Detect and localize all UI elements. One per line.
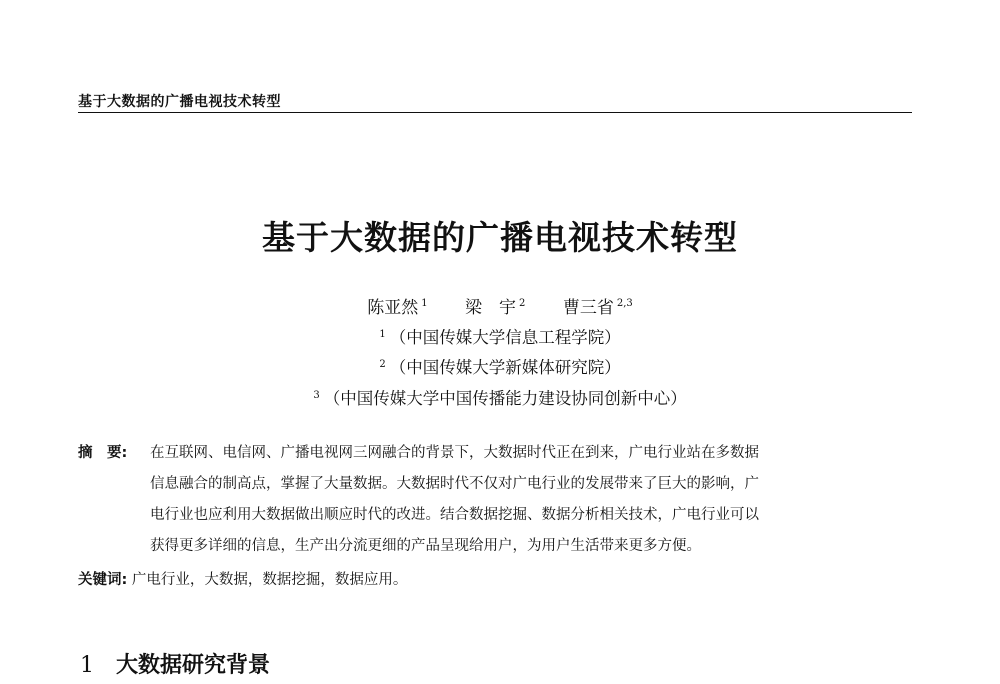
author-name: 曹三省 <box>562 298 614 318</box>
author-affiliation-mark: 2 <box>519 298 526 310</box>
affiliation-text: （中国传媒大学信息工程学院） <box>389 328 621 347</box>
section-number: 1 <box>80 653 94 678</box>
running-header: 基于大数据的广播电视技术转型 <box>78 94 281 110</box>
section-heading <box>80 648 270 679</box>
affiliation-1 <box>0 324 1000 348</box>
keywords <box>78 568 407 589</box>
abstract-line <box>78 536 912 567</box>
abstract-text: 在互联网、电信网、广播电视网三网融合的背景下，大数据时代正在到来，广电行业站在多数据 <box>150 445 759 461</box>
abstract-text: 信息融合的制高点，掌握了大量数据。大数据时代不仅对广电行业的发展带来了巨大的影响，广 <box>150 476 759 492</box>
abstract-label: 摘 要: <box>78 445 128 461</box>
author-1 <box>367 293 427 318</box>
author-affiliation-mark: 2,3 <box>616 298 633 310</box>
author-affiliation-mark: 1 <box>421 298 428 310</box>
affiliation-mark: 2 <box>379 358 386 370</box>
affiliation-mark: 3 <box>313 389 320 401</box>
affiliation-text: （中国传媒大学中国传播能力建设协同创新中心） <box>323 389 687 408</box>
paper-title: 基于大数据的广播电视技术转型 <box>262 218 738 257</box>
affiliation-3 <box>0 385 1000 409</box>
section-title: 大数据研究背景 <box>116 653 271 678</box>
affiliation-mark: 1 <box>379 328 386 340</box>
abstract-text: 电行业也应利用大数据做出顺应时代的改进。结合数据挖掘、数据分析相关技术，广电行业可以 <box>150 507 759 523</box>
author-name: 梁 宇 <box>465 298 517 318</box>
keywords-text: 广电行业，大数据，数据挖掘，数据应用。 <box>131 572 408 588</box>
abstract-line <box>78 474 912 505</box>
author-name: 陈亚然 <box>367 298 419 318</box>
abstract-line <box>78 443 912 474</box>
author-2 <box>465 293 525 318</box>
keywords-label: 关键词: <box>78 572 128 588</box>
abstract-line <box>78 505 912 536</box>
author-list <box>0 293 1000 318</box>
abstract-text: 获得更多详细的信息，生产出分流更细的产品呈现给用户，为用户生活带来更多方便。 <box>150 538 701 554</box>
header-rule <box>78 112 912 113</box>
abstract <box>78 443 912 567</box>
affiliation-text: （中国传媒大学新媒体研究院） <box>389 358 621 377</box>
affiliation-2 <box>0 354 1000 378</box>
author-3 <box>563 293 633 318</box>
